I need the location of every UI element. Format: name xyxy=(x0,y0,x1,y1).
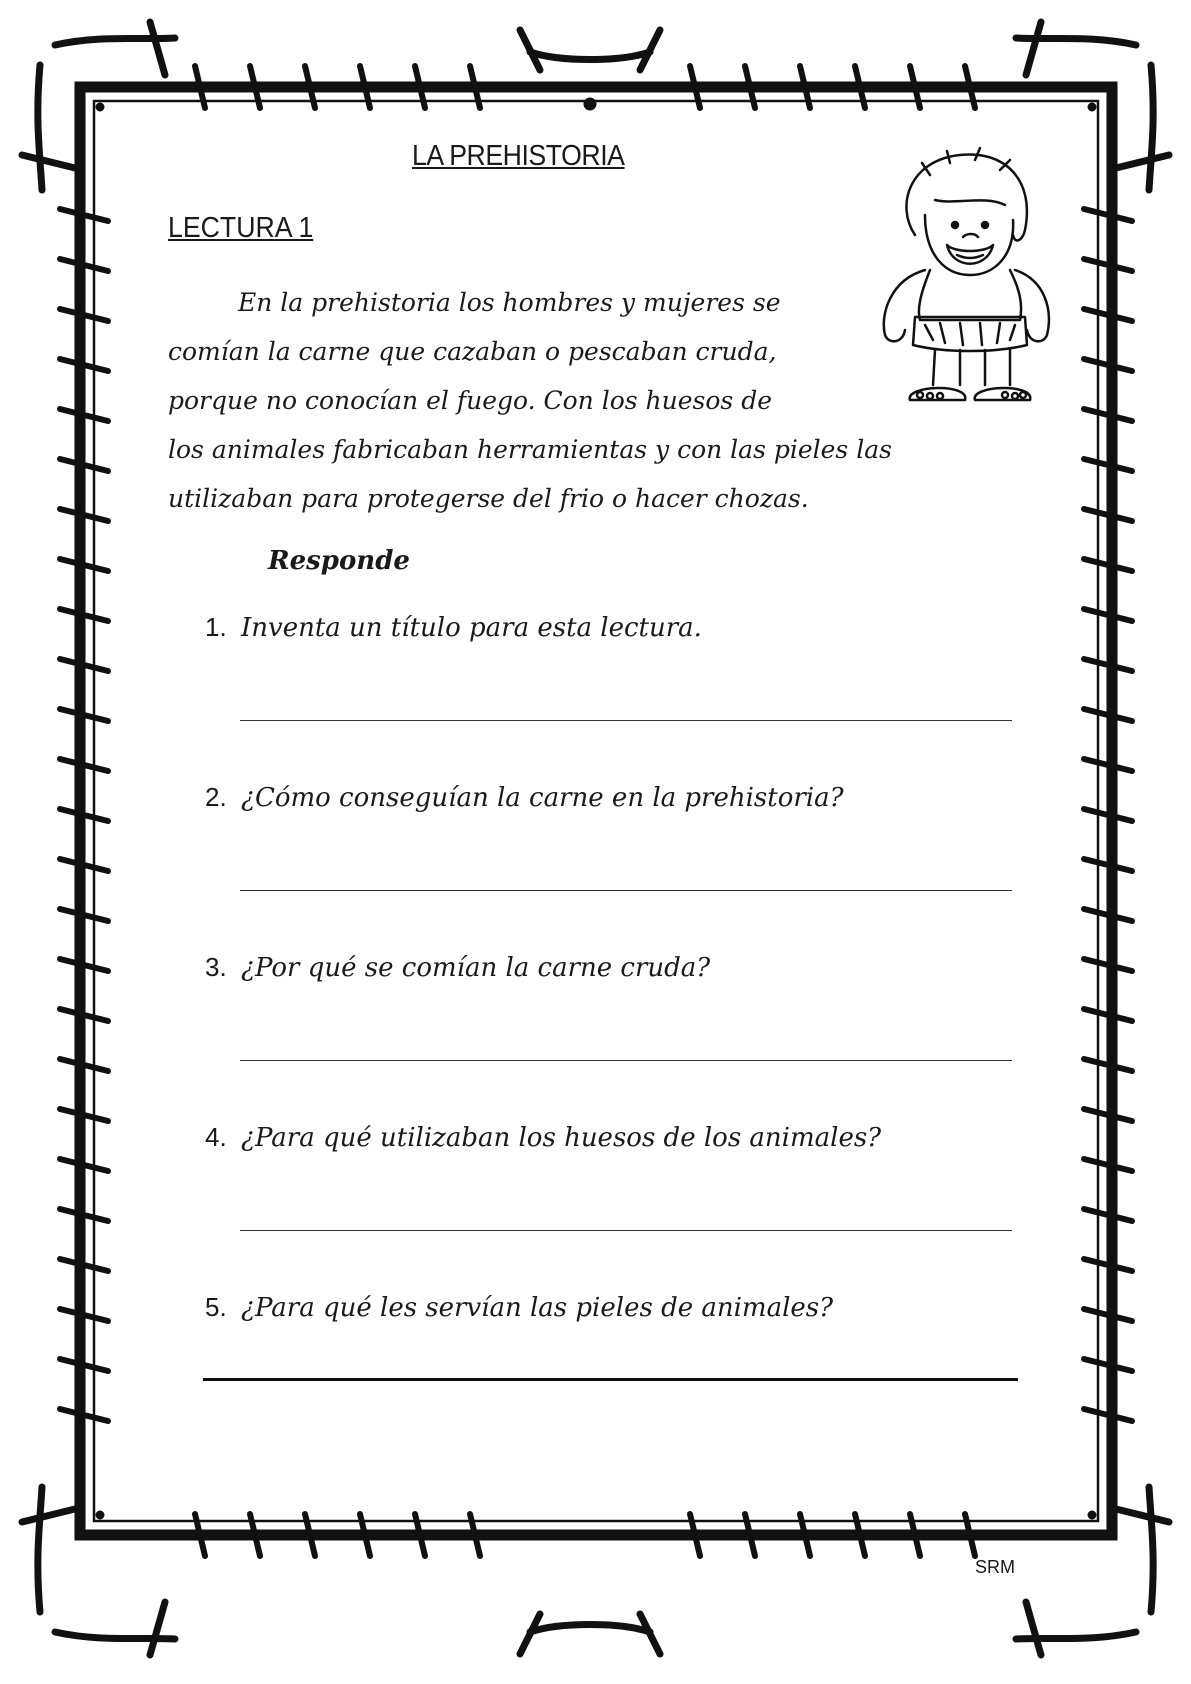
question-2 xyxy=(205,782,844,813)
question-number: 5. xyxy=(205,1292,227,1322)
question-text: ¿Para qué utilizaban los huesos de los animales? xyxy=(241,1123,882,1153)
question-text: ¿Para qué les servían las pieles de animales? xyxy=(241,1293,834,1323)
page-title: LA PREHISTORIA xyxy=(412,140,625,172)
reading-line: utilizaban para protegerse del frio o hacer chozas. xyxy=(168,484,809,513)
answer-line-1[interactable] xyxy=(240,720,1012,721)
reading-line: porque no conocían el fuego. Con los huesos de xyxy=(168,386,773,415)
question-text: Inventa un título para esta lectura. xyxy=(241,613,702,643)
question-number: 2. xyxy=(205,782,227,812)
question-text: ¿Por qué se comían la carne cruda? xyxy=(241,953,711,983)
question-text: ¿Cómo conseguían la carne en la prehistoria? xyxy=(241,783,844,813)
caveman-illustration xyxy=(875,145,1055,415)
answer-line-4[interactable] xyxy=(240,1230,1012,1231)
reading-line: comían la carne que cazaban o pescaban cruda, xyxy=(168,337,777,366)
answer-line-3[interactable] xyxy=(240,1060,1012,1061)
answer-line-5[interactable] xyxy=(203,1378,1018,1381)
author-signature: SRM xyxy=(975,1557,1015,1577)
answer-line-2[interactable] xyxy=(240,890,1012,891)
reading-line: En la prehistoria los hombres y mujeres se xyxy=(238,288,781,317)
question-4 xyxy=(205,1122,881,1153)
reading-label: LECTURA 1 xyxy=(168,212,314,244)
question-number: 4. xyxy=(205,1122,227,1152)
responde-heading: Responde xyxy=(268,546,410,576)
question-number: 3. xyxy=(205,952,227,982)
question-number: 1. xyxy=(205,612,227,642)
question-1 xyxy=(205,612,702,643)
reading-line: los animales fabricaban herramientas y con las pieles las xyxy=(168,435,892,464)
question-5 xyxy=(205,1292,833,1323)
question-3 xyxy=(205,952,710,983)
